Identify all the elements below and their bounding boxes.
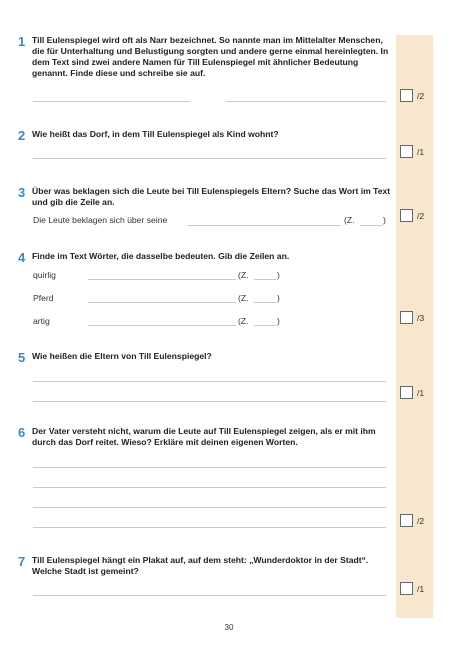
points-label: /3 [417, 313, 425, 323]
points-label: /2 [417, 516, 425, 526]
question-text: Wie heißen die Eltern von Till Eulenspiegel? [32, 351, 212, 361]
score-box[interactable] [400, 145, 413, 158]
line-reference-label: (Z. [238, 270, 249, 280]
answer-line[interactable] [33, 401, 386, 402]
score-box[interactable] [400, 311, 413, 324]
line-reference-close: ) [277, 270, 280, 280]
answer-line[interactable] [33, 381, 386, 382]
answer-line[interactable] [33, 595, 386, 596]
score-box[interactable] [400, 386, 413, 399]
word-artig: artig [33, 316, 50, 326]
answer-line[interactable] [33, 507, 386, 508]
score-box[interactable] [400, 514, 413, 527]
answer-line[interactable] [188, 225, 340, 226]
page-number: 30 [224, 623, 234, 632]
word-quirlig: quirlig [33, 270, 56, 280]
question-text: Till Eulenspiegel hängt ein Plakat auf, auf dem steht: „Wunderdoktor in der Stadt“. Welche Stadt ist gemeint? [32, 555, 369, 576]
score-box[interactable] [400, 89, 413, 102]
question-text: Till Eulenspiegel wird oft als Narr bezeichnet. So nannte man im Mittelalter Menschen, die für Unterhaltung und Belustigung sorgten und andere gerne einmal hereinlegten. In dem Text sind zwei andere Namen für Till Eulenspiegel mit ähnlicher Bedeutung genannt. Finde diese und schreibe sie auf. [32, 35, 389, 78]
question-number: 4 [18, 250, 26, 265]
line-number-field[interactable] [254, 279, 276, 280]
line-reference-label: (Z. [238, 293, 249, 303]
points-label: /1 [417, 584, 425, 594]
word-pferd: Pferd [33, 293, 54, 303]
answer-line[interactable] [33, 527, 386, 528]
score-box[interactable] [400, 582, 413, 595]
answer-line[interactable] [33, 467, 386, 468]
answer-line[interactable] [33, 158, 386, 159]
line-number-field[interactable] [254, 325, 276, 326]
line-reference-close: ) [277, 293, 280, 303]
question-text: Wie heißt das Dorf, in dem Till Eulenspiegel als Kind wohnt? [32, 129, 279, 139]
line-number-field[interactable] [254, 302, 276, 303]
answer-prefix: Die Leute beklagen sich über seine [33, 215, 168, 225]
points-label: /1 [417, 147, 425, 157]
line-number-field[interactable] [360, 225, 382, 226]
question-text: Der Vater versteht nicht, warum die Leute auf Till Eulenspiegel zeigen, als er mit ihm durch das Dorf reitet. Wieso? Erkläre mit deinen eigenen Worten. [32, 426, 376, 447]
question-text: Finde im Text Wörter, die dasselbe bedeuten. Gib die Zeilen an. [32, 251, 290, 261]
scoring-column [396, 35, 433, 618]
question-number: 3 [18, 185, 26, 200]
question-number: 2 [18, 128, 26, 143]
line-reference-close: ) [277, 316, 280, 326]
answer-line[interactable] [88, 302, 236, 303]
points-label: /2 [417, 91, 425, 101]
question-number: 6 [18, 425, 26, 440]
question-number: 1 [18, 34, 26, 49]
answer-line[interactable] [33, 487, 386, 488]
question-number: 7 [18, 554, 26, 569]
line-reference-label: (Z. [238, 316, 249, 326]
line-reference-label: (Z. [344, 215, 355, 225]
points-label: /1 [417, 388, 425, 398]
answer-line[interactable] [88, 279, 236, 280]
question-text: Über was beklagen sich die Leute bei Till Eulenspiegels Eltern? Suche das Wort im Text und gib die Zeile an. [32, 186, 391, 207]
line-reference-close: ) [383, 215, 386, 225]
points-label: /2 [417, 211, 425, 221]
score-box[interactable] [400, 209, 413, 222]
question-number: 5 [18, 350, 26, 365]
answer-line[interactable] [88, 325, 236, 326]
answer-line[interactable] [226, 101, 386, 102]
answer-line[interactable] [33, 101, 190, 102]
